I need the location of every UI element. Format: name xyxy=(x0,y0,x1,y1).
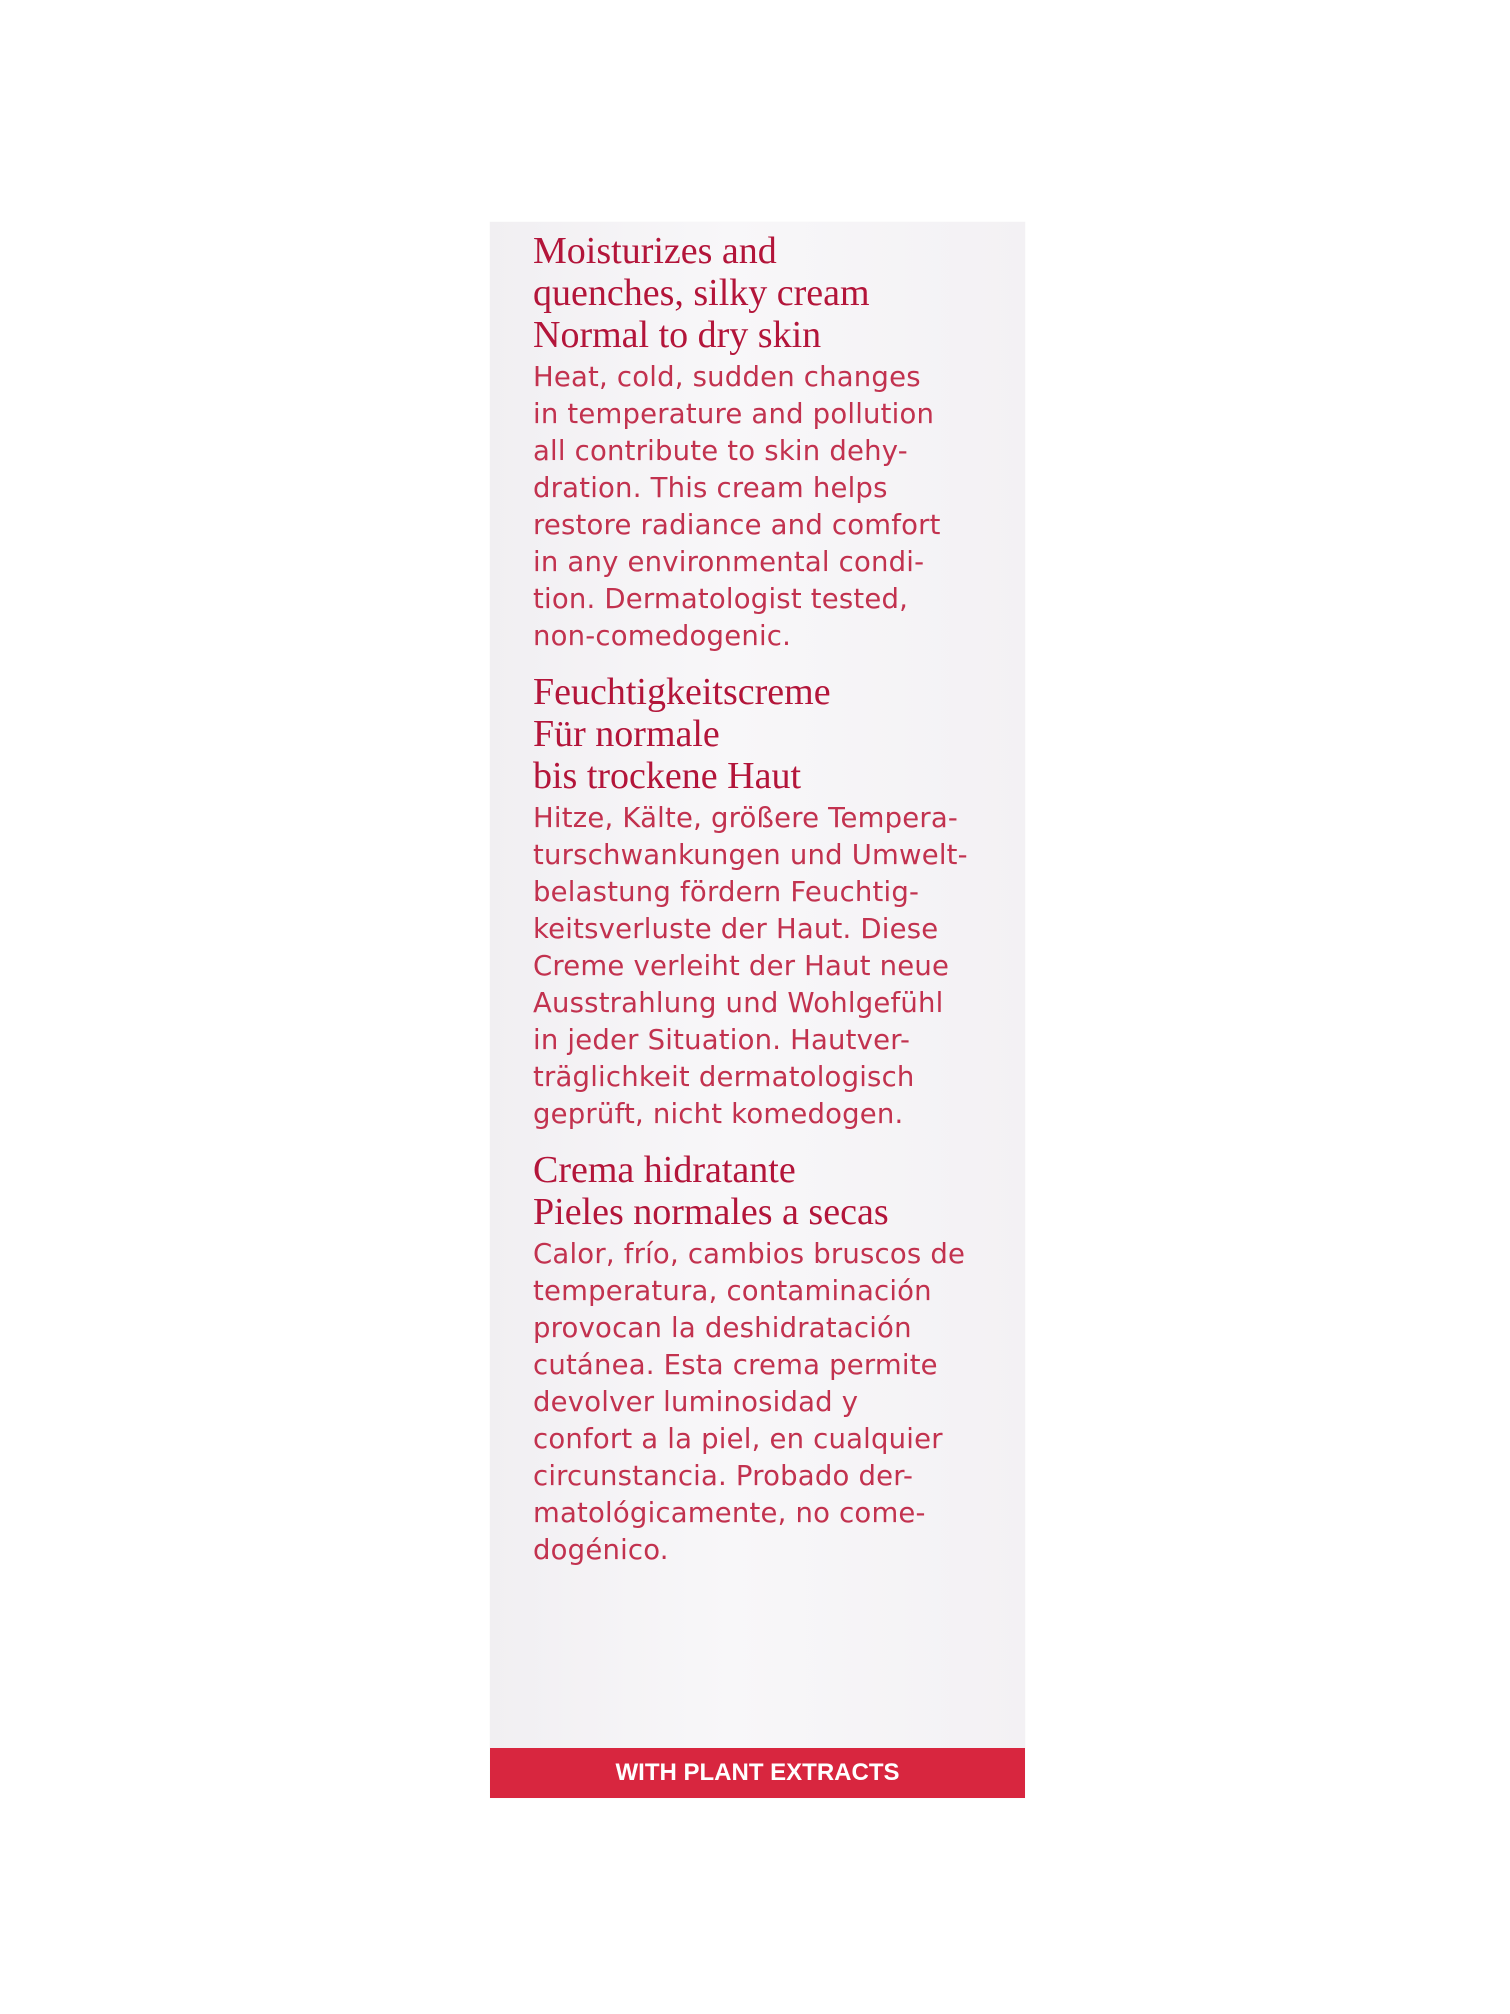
spanish-title: Crema hidratante xyxy=(533,1149,796,1191)
english-description: Heat, cold, sudden changes in temperature and pollution all contribute to skin dehy- dration. This cream helps restore radiance and comfort in any environmental condi- tion. Dermatologist tested, non-comedogenic. xyxy=(533,361,941,652)
german-description: Hitze, Kälte, größere Tempera- turschwankungen und Umwelt- belastung fördern Feuchtig- keitsverluste der Haut. Diese Creme verleiht der Haut neue Ausstrahlung und Wohlgefühl in jeder Situation. Hautver- träglichkeit dermatologisch geprüft, nicht komedogen. xyxy=(533,802,968,1130)
spanish-section xyxy=(533,1149,995,1569)
plant-extracts-banner xyxy=(490,1748,1025,1798)
german-title: Feuchtigkeitscreme xyxy=(533,671,831,713)
label-text-area xyxy=(533,230,995,1569)
english-section xyxy=(533,230,995,655)
spanish-subtitle: Pieles normales a secas xyxy=(533,1191,889,1233)
english-title-line2: quenches, silky cream xyxy=(533,272,870,314)
banner-label: WITH PLANT EXTRACTS xyxy=(615,1759,900,1786)
german-section xyxy=(533,671,995,1133)
product-box-side-panel xyxy=(490,222,1025,1798)
english-subtitle: Normal to dry skin xyxy=(533,314,822,356)
spanish-description: Calor, frío, cambios bruscos de temperatura, contaminación provocan la deshidratación cutánea. Esta crema permite devolver luminosidad y confort a la piel, en cualquier circunstancia. Probado der- matológicamente, no come- dogénico. xyxy=(533,1238,966,1566)
english-title-line1: Moisturizes and xyxy=(533,230,777,272)
german-subtitle-line1: Für normale xyxy=(533,713,720,755)
german-subtitle-line2: bis trockene Haut xyxy=(533,755,802,797)
